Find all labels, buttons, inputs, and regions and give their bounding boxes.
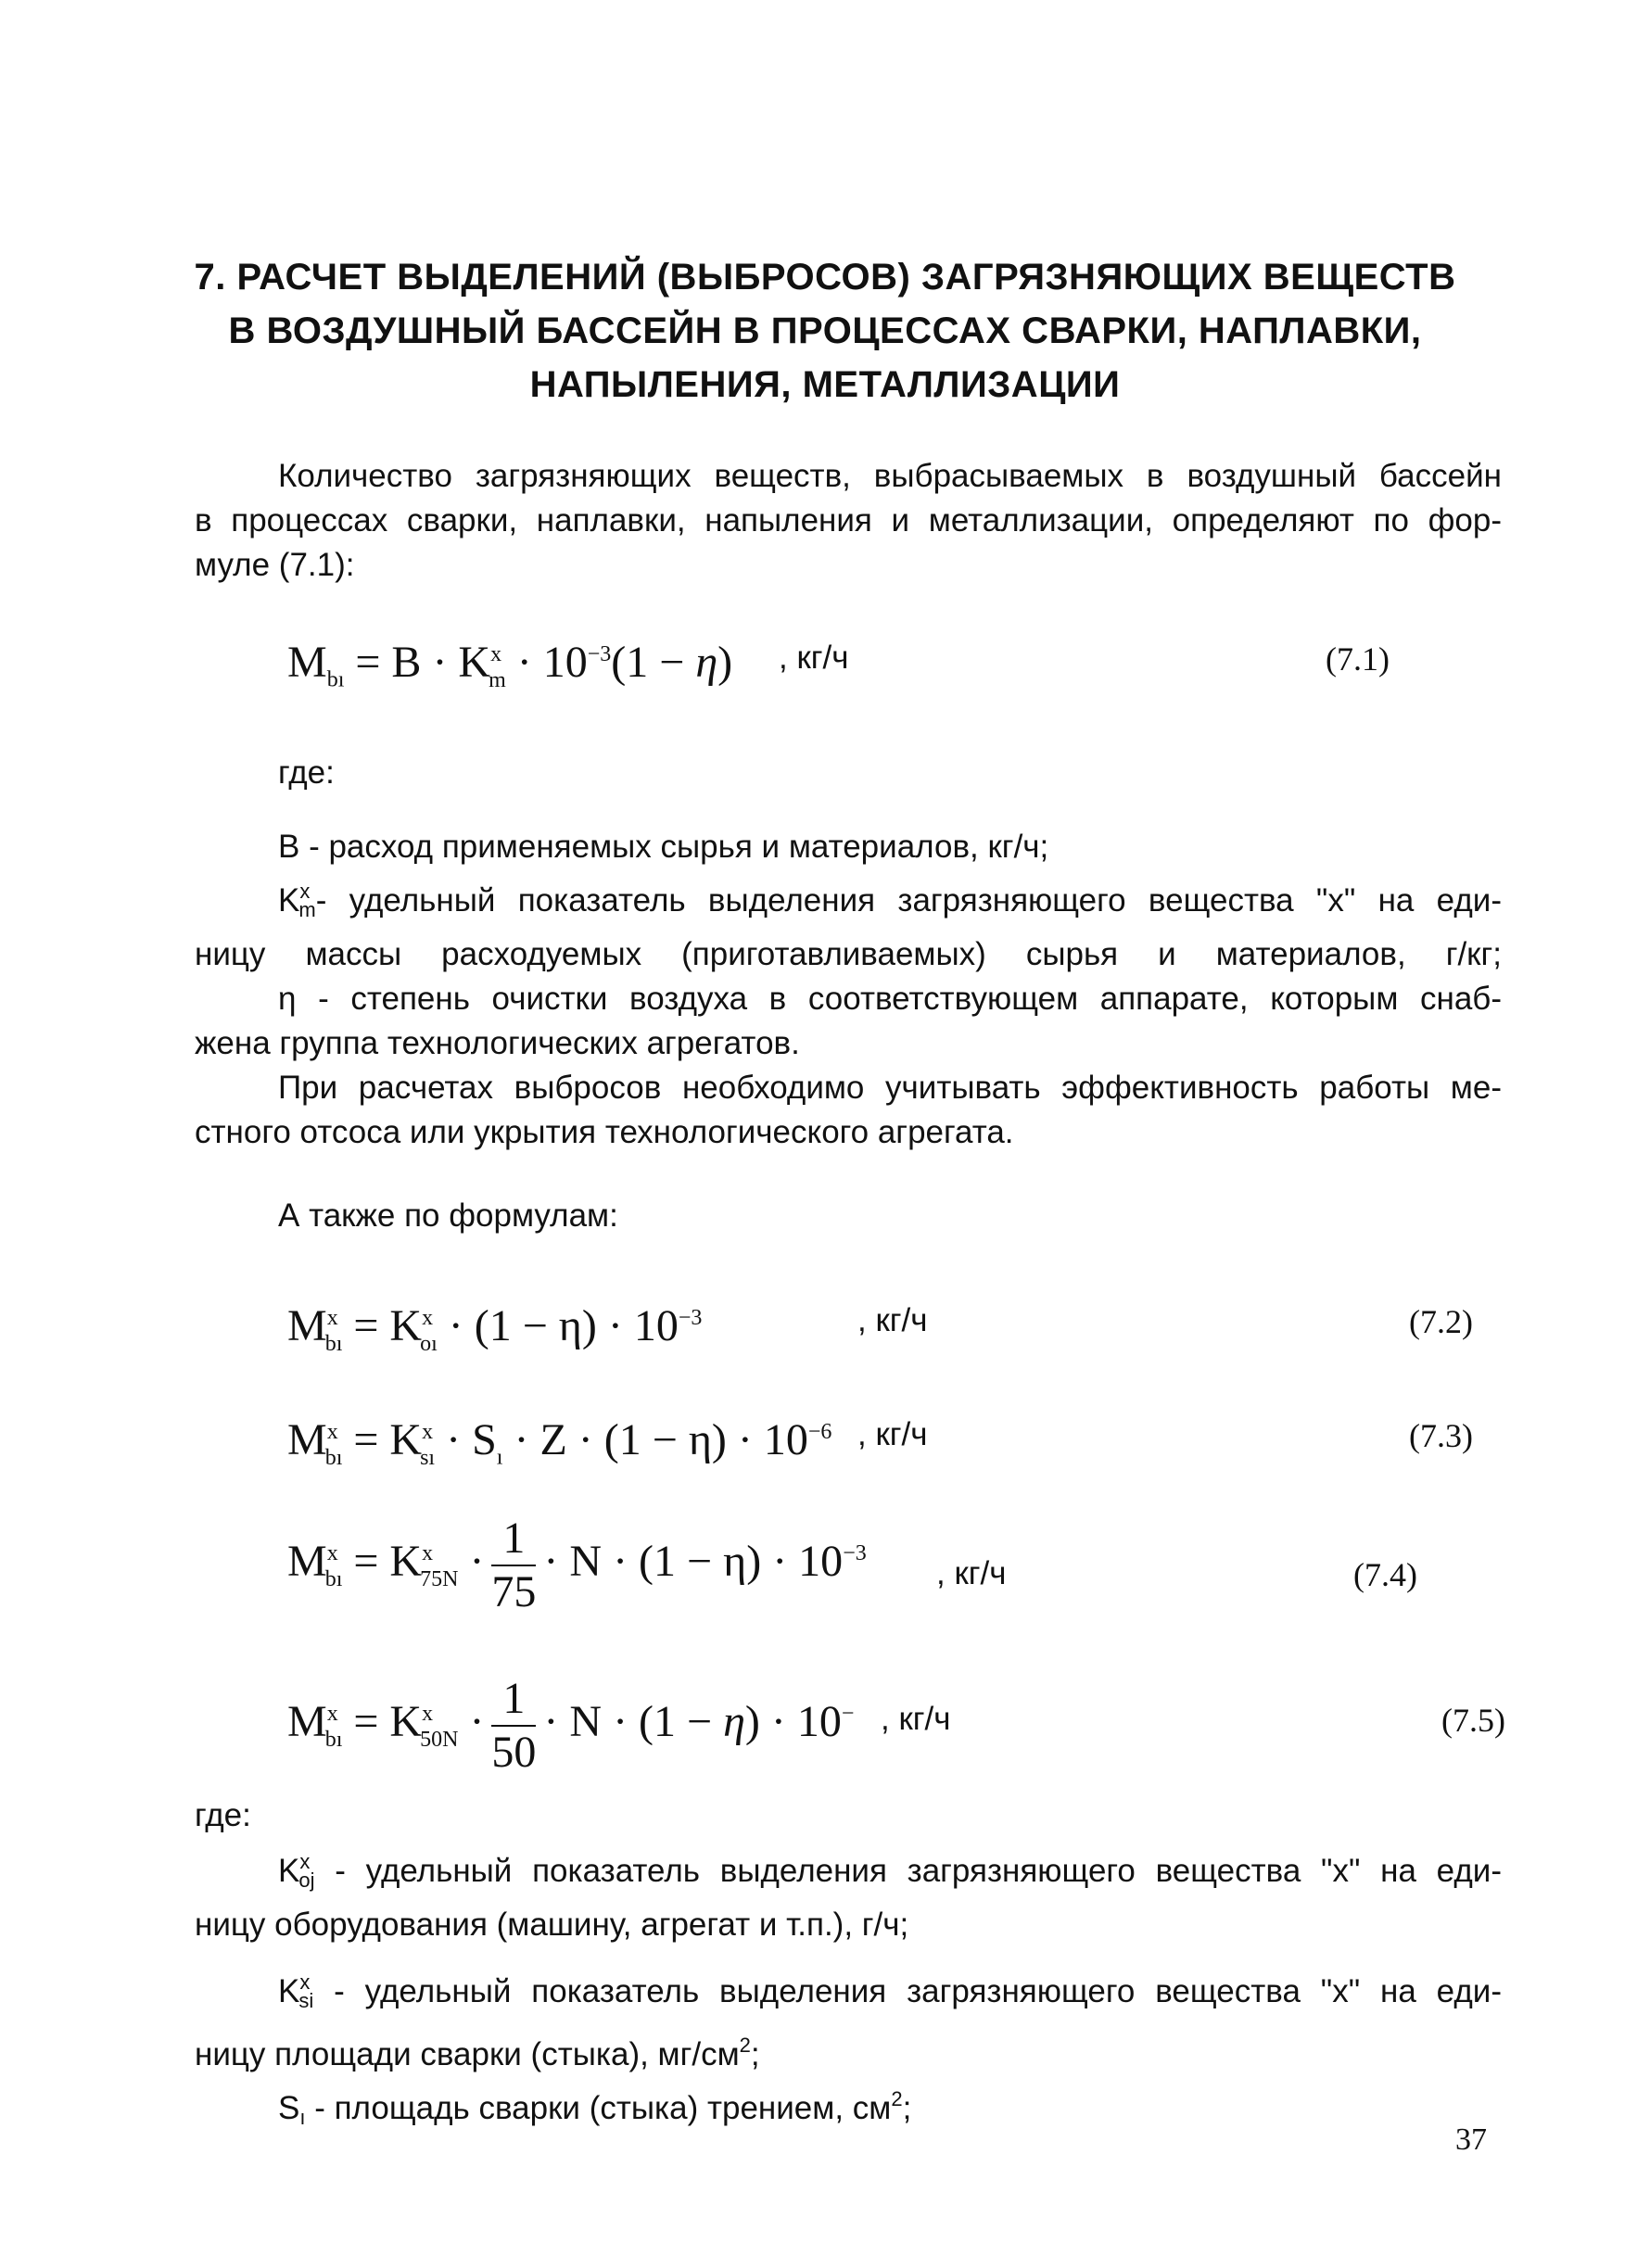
formula-7-4: $M^x_{bı} = K^x_{75N}$ · $\frac{1}{75}$ · $N \cdot (1 - \eta) \cdot 10^{-3}$ — [287, 1514, 867, 1616]
intro-line-2: в процессах сварки, наплавки, напыления и металлизации, определяют по фор- — [195, 502, 1502, 538]
formula-7-2: $M^x_{bı} = K^x_{oı} \cdot (1 - \eta) \cdot 10^{-3}$ — [287, 1301, 703, 1356]
def-koj-line-1: $K^xoj$ - удельный показатель выделения загрязняющего вещества "x" на еди- — [278, 1850, 1502, 1892]
def-si-line: Sı - площадь сварки (стыка) трением, $см^2$; — [278, 2087, 912, 2129]
def-kxm-line-1: $K^xm-$ удельный показатель выделения загрязняющего вещества "x" на еди- — [278, 880, 1502, 921]
page-number: 37 — [1455, 2122, 1487, 2157]
fraction-1-50: $\frac{1}{50}$ — [491, 1674, 537, 1777]
formula-7-1: $M_{bı} = B \cdot K^x_m \cdot 10^{-3}(1 - \eta)$ — [287, 638, 733, 692]
page-title — [185, 250, 1465, 412]
efficiency-line-1: При расчетах выбросов необходимо учитывать эффективность работы ме- — [278, 1070, 1502, 1106]
where-label-2: где: — [195, 1797, 251, 1833]
intro-paragraph — [195, 454, 1502, 588]
where-label-1: где: — [278, 754, 335, 791]
definitions-block-3 — [195, 1960, 1502, 2140]
def-eta-line-2: жена группа технологических агрегатов. — [195, 1025, 800, 1061]
also-label: А также по формулам: — [278, 1197, 618, 1234]
formula-7-1-unit: , кг/ч — [779, 640, 849, 676]
def-kxm-line-2: ницу массы расходуемых (приготавливаемых) сырья и материалов, г/кг; — [195, 936, 1502, 972]
title-line-1: 7. РАСЧЕТ ВЫДЕЛЕНИЙ (ВЫБРОСОВ) ЗАГРЯЗНЯЮЩИХ ВЕЩЕСТВ — [194, 257, 1456, 298]
formula-7-3: $M^x_{bı} = K^x_{sı} \cdot S_ı \cdot Z \cdot (1 - \eta) \cdot 10^{-6}$ — [287, 1415, 832, 1470]
intro-line-1: Количество загрязняющих веществ, выбрасываемых в воздушный бассейн — [278, 458, 1502, 494]
formula-7-4-unit: , кг/ч — [936, 1555, 1007, 1591]
title-line-3: НАПЫЛЕНИЯ, МЕТАЛЛИЗАЦИИ — [529, 364, 1121, 405]
definitions-block-2 — [195, 1840, 1502, 1947]
def-koj-line-2: ницу оборудования (машину, агрегат и т.п.), г/ч; — [195, 1907, 909, 1943]
intro-line-3: муле (7.1): — [195, 547, 355, 583]
def-eta-line-1: η - степень очистки воздуха в соответствующем аппарате, которым снаб- — [278, 981, 1502, 1017]
formula-7-5-number: (7.5) — [1441, 1702, 1505, 1739]
formula-7-3-number: (7.3) — [1409, 1417, 1473, 1454]
formula-7-2-unit: , кг/ч — [857, 1302, 928, 1338]
formula-7-5-unit: , кг/ч — [881, 1701, 951, 1737]
formula-7-1-number: (7.1) — [1326, 640, 1390, 678]
formula-7-2-number: (7.2) — [1409, 1303, 1473, 1340]
definitions-block-1 — [195, 825, 1502, 1066]
def-ksi-line-1: $K^xsi$ - удельный показатель выделения загрязняющего вещества "x" на еди- — [278, 1970, 1502, 2012]
efficiency-paragraph — [195, 1066, 1502, 1155]
def-ksi-line-2: ницу площади сварки (стыка), $мг/см^2$; — [195, 2034, 760, 2072]
efficiency-line-2: стного отсоса или укрытия технологического агрегата. — [195, 1114, 1014, 1150]
formula-7-4-number: (7.4) — [1353, 1556, 1417, 1593]
formula-7-5: $M^x_{bı} = K^x_{50N}$ · $\frac{1}{50}$ · N · (1 − η) · 10− — [287, 1674, 855, 1777]
fraction-1-75: $\frac{1}{75}$ — [491, 1514, 537, 1616]
formula-7-3-unit: , кг/ч — [857, 1416, 928, 1452]
def-b: В - расход применяемых сырья и материалов, кг/ч; — [278, 829, 1049, 865]
title-line-2: В ВОЗДУШНЫЙ БАССЕЙН В ПРОЦЕССАХ СВАРКИ, НАПЛАВКИ, — [228, 310, 1422, 351]
